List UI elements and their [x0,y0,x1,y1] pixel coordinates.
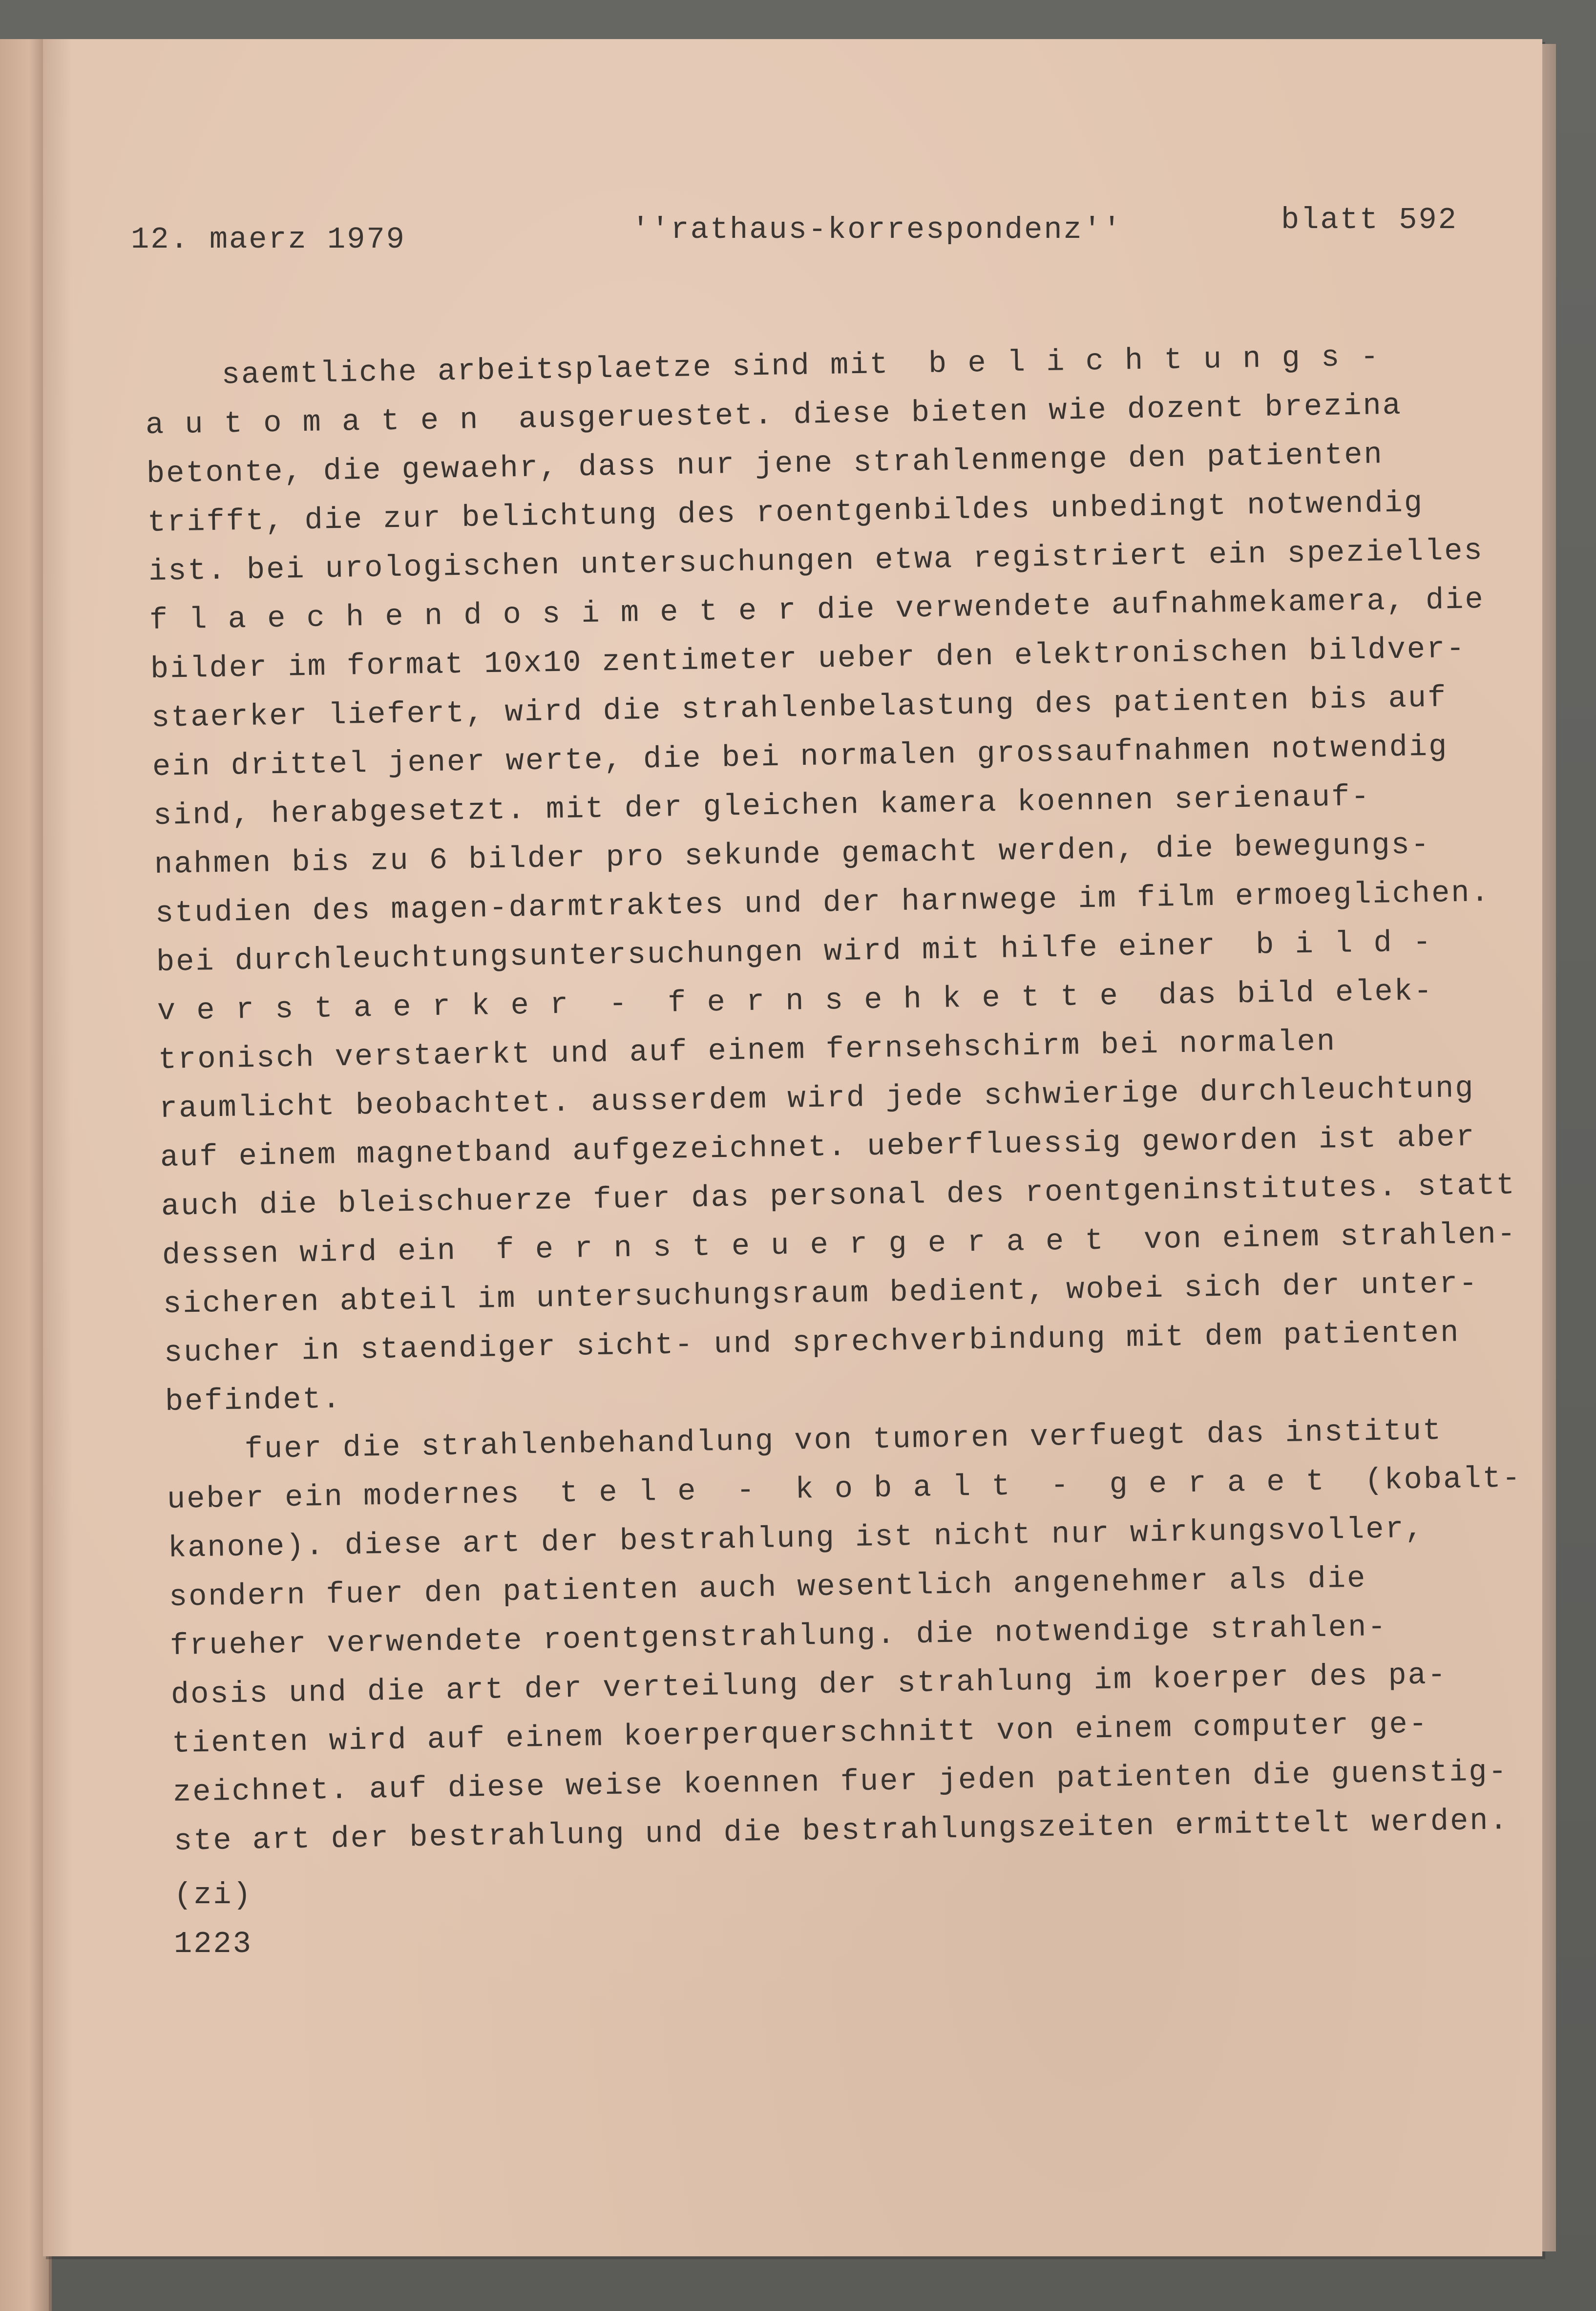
body-line: dosis und die art der verteilung der strahlung im koerper des pa- [170,1657,1448,1712]
page-right-edge [1542,44,1556,2251]
body-line: raumlicht beobachtet. ausserdem wird jede schwierige durchleuchtung [159,1071,1475,1126]
body-line: auch die bleischuerze fuer das personal des roentgeninstitutes. statt [161,1168,1516,1224]
body-line: a u t o m a t e n ausgeruestet. diese bieten wie dozent brezina [145,388,1403,442]
body-line: zeichnet. auf diese weise koennen fuer jeden patienten die guenstig- [172,1754,1509,1810]
body-line: auf einem magnetband aufgezeichnet. ueberfluessig geworden ist aber [160,1119,1476,1175]
body-line: studien des magen-darmtraktes und der harnwege im film ermoeglichen. [155,875,1491,931]
body-line: ein drittel jener werte, die bei normalen grossaufnahmen notwendig [152,729,1449,784]
body-line: staerker liefert, wird die strahlenbelastung des patienten bis auf [151,680,1448,735]
header-title: ''rathaus-korrespondenz'' [631,212,1123,247]
document-page [43,39,1542,2256]
body-line: tronisch verstaerkt und auf einem fernsehschirm bei normalen [158,1024,1337,1077]
body-line: sind, herabgesetzt. mit der gleichen kamera koennen serienauf- [153,779,1371,833]
body-line: dessen wird ein f e r n s t e u e r g e r a e t von einem strahlen- [162,1217,1517,1273]
body-line: bilder im format 10x10 zentimeter ueber den elektronischen bildver- [150,631,1467,687]
body-line: betonte, die gewaehr, dass nur jene strahlenmenge den patienten [146,437,1384,491]
body-line: sondern fuer den patienten auch wesentlich angenehmer als die [168,1561,1367,1615]
body-line: ist. bei urologischen untersuchungen etwa registriert ein spezielles [148,533,1484,589]
body-line: v e r s t a e r k e r - f e r n s e h k e t t e das bild elek- [157,973,1434,1029]
body-line: f l a e c h e n d o s i m e t e r die verwendete aufnahmekamera, die [149,582,1485,638]
document-number: 1223 [174,1927,252,1961]
body-line: ste art der bestrahlung und die bestrahlungszeiten ermittelt werden. [173,1803,1510,1859]
body-line: befindet. [165,1382,342,1419]
header-date: 12. maerz 1979 [131,222,406,257]
body-line: sicheren abteil im untersuchungsraum bedient, wobei sich der unter- [163,1266,1479,1322]
author-signature: (zi) [174,1878,252,1912]
body-line: frueher verwendete roentgenstrahlung. die notwendige strahlen- [169,1609,1388,1663]
body-line: tienten wird auf einem koerperquerschnitt von einem computer ge- [171,1706,1429,1761]
body-line: nahmen bis zu 6 bilder pro sekunde gemacht werden, die bewegungs- [154,827,1431,882]
body-line: kanone). diese art der bestrahlung ist nicht nur wirkungsvoller, [168,1511,1425,1566]
body-line: bei durchleuchtungsuntersuchungen wird mit hilfe einer b i l d - [156,924,1433,980]
body-line: ueber ein modernes t e l e - k o b a l t - g e r a e t (kobalt- [167,1461,1522,1517]
body-line: trifft, die zur belichtung des roentgenbildes unbedingt notwendig [147,485,1424,540]
header-page-number: blatt 592 [1281,203,1458,237]
body-line: fuer die strahlenbehandlung von tumoren verfuegt das institut [166,1413,1443,1468]
body-line: sucher in staendiger sicht- und sprechverbindung mit dem patienten [164,1315,1460,1370]
body-line: saemtliche arbeitsplaetze sind mit b e l i c h t u n g s - [143,339,1381,394]
